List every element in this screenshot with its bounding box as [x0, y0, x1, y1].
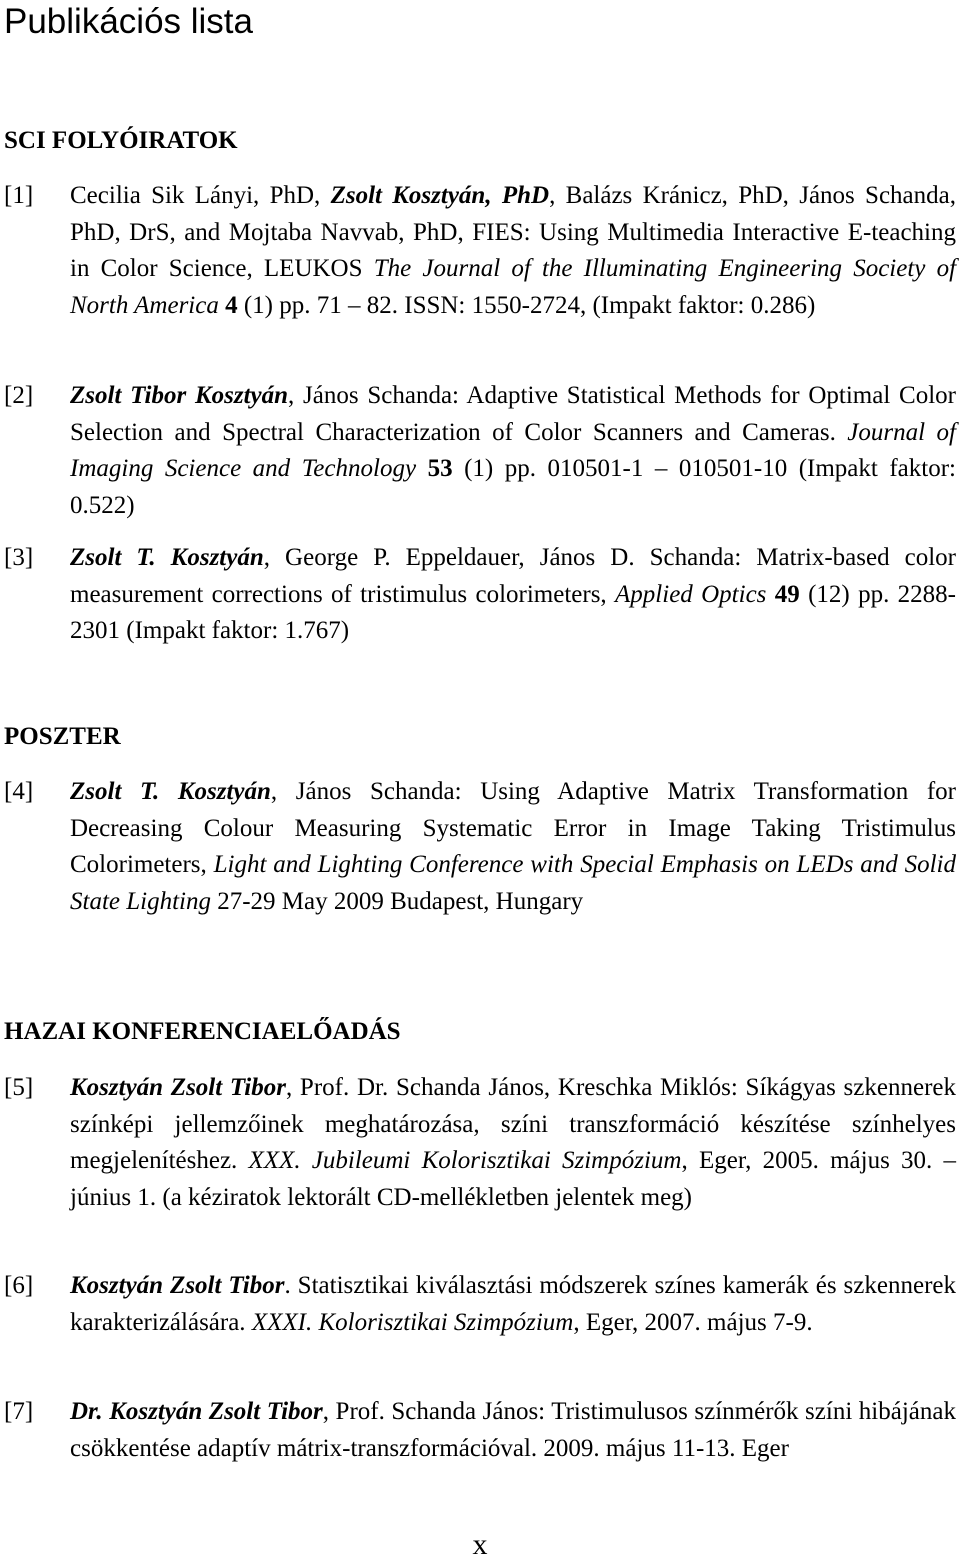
section-heading-poszter: POSZTER	[4, 723, 121, 750]
venue-title: Applied Optics	[615, 580, 767, 608]
reference-number: [1]	[4, 182, 34, 209]
reference-text	[70, 540, 956, 650]
reference-text	[70, 378, 956, 524]
reference-run: (12) pp. 2288-2301 (Impakt faktor: 1.767)	[70, 580, 956, 644]
reference-entry-6	[4, 1268, 956, 1341]
author-name: Kosztyán Zsolt Tibor	[70, 1074, 286, 1101]
reference-run: (1) pp. 71 – 82. ISSN: 1550-2724, (Impakt faktor: 0.286)	[237, 291, 816, 319]
reference-text	[70, 178, 956, 324]
section-heading-sci: SCI FOLYÓIRATOK	[4, 127, 238, 154]
venue-title: Light and Lighting Conference with Special Emphasis on LEDs and Solid State Lighting	[70, 851, 957, 915]
reference-number: [7]	[4, 1398, 34, 1425]
reference-entry-1	[4, 178, 956, 324]
reference-run	[416, 455, 428, 482]
reference-run: , Prof. Schanda János: Tristimulusos színmérők színi hibájának csökkentése adaptív mátrix-transzformációval. 2009. május 11-13. Eger	[70, 1398, 956, 1462]
venue-title: XXXI. Kolorisztikai Szimpózium	[251, 1308, 574, 1336]
section-heading-hazai: HAZAI KONFERENCIAELŐADÁS	[4, 1018, 401, 1045]
reference-run: , János Schanda: Adaptive Statistical Methods for Optimal Color Selection and Spectral Characterization of Color Scanners and Cameras.	[70, 382, 956, 446]
reference-text	[70, 1394, 956, 1467]
page-title: Publikációs lista	[4, 2, 253, 41]
volume-number: 49	[774, 580, 800, 608]
reference-run: , Balázs Kránicz, PhD, János Schanda, PhD, DrS, and Mojtaba Navvab, PhD, FIES: Using Multimedia Interactive E-teaching in Color Science, LEUKOS	[70, 182, 957, 282]
author-name: Zsolt Tibor Kosztyán	[70, 382, 289, 409]
reference-text	[70, 1070, 956, 1216]
reference-run: Cecilia Sik Lányi, PhD,	[70, 182, 331, 209]
reference-number: [5]	[4, 1074, 34, 1101]
reference-run	[766, 581, 774, 608]
venue-title: Journal of Imaging Science and Technology	[70, 418, 956, 482]
reference-entry-7	[4, 1394, 956, 1467]
reference-entry-2	[4, 378, 956, 524]
reference-number: [4]	[4, 778, 34, 805]
author-name: Zsolt T. Kosztyán	[70, 778, 271, 805]
reference-run: (1) pp. 010501-1 – 010501-10 (Impakt faktor: 0.522)	[70, 455, 956, 519]
reference-text	[70, 774, 956, 920]
reference-number: [2]	[4, 382, 34, 409]
reference-number: [3]	[4, 544, 34, 571]
reference-run: , Eger, 2005. május 30. – június 1. (a kéziratok lektorált CD-mellékletben jelentek meg)	[70, 1147, 956, 1211]
volume-number: 53	[427, 455, 453, 482]
reference-entry-3	[4, 540, 956, 650]
author-name: Zsolt T. Kosztyán	[70, 544, 264, 571]
reference-entry-5	[4, 1070, 956, 1216]
author-name: Zsolt Kosztyán, PhD	[330, 182, 550, 209]
reference-run: , János Schanda: Using Adaptive Matrix Transformation for Decreasing Colour Measuring Systematic Error in Image Taking Tristimulus Colorimeters,	[70, 778, 956, 878]
reference-text	[70, 1268, 956, 1341]
reference-run: , Prof. Dr. Schanda János, Kreschka Miklós: Síkágyas szkennerek színképi jellemzőinek meghatározása, színi transzformáció készítése színhelyes megjelenítéshez.	[70, 1074, 956, 1174]
reference-run: , Eger, 2007. május 7-9.	[573, 1308, 813, 1336]
reference-entry-4	[4, 774, 956, 920]
venue-title: The Journal of the Illuminating Engineering Society of North America	[70, 255, 957, 319]
reference-run: , George P. Eppeldauer, János D. Schanda: Matrix-based color measurement corrections of tristimulus colorimeters,	[70, 544, 956, 608]
reference-number: [6]	[4, 1272, 34, 1299]
reference-run: . Statisztikai kiválasztási módszerek színes kamerák és szkennerek karakterizálására.	[70, 1272, 956, 1336]
reference-run: 27-29 May 2009 Budapest, Hungary	[210, 887, 584, 915]
page-marker: x	[472, 1528, 488, 1561]
author-name: Dr. Kosztyán Zsolt Tibor	[70, 1398, 323, 1425]
author-name: Kosztyán Zsolt Tibor	[70, 1272, 285, 1299]
volume-number: 4	[225, 291, 238, 319]
venue-title: XXX. Jubileumi Kolorisztikai Szimpózium	[248, 1147, 682, 1174]
